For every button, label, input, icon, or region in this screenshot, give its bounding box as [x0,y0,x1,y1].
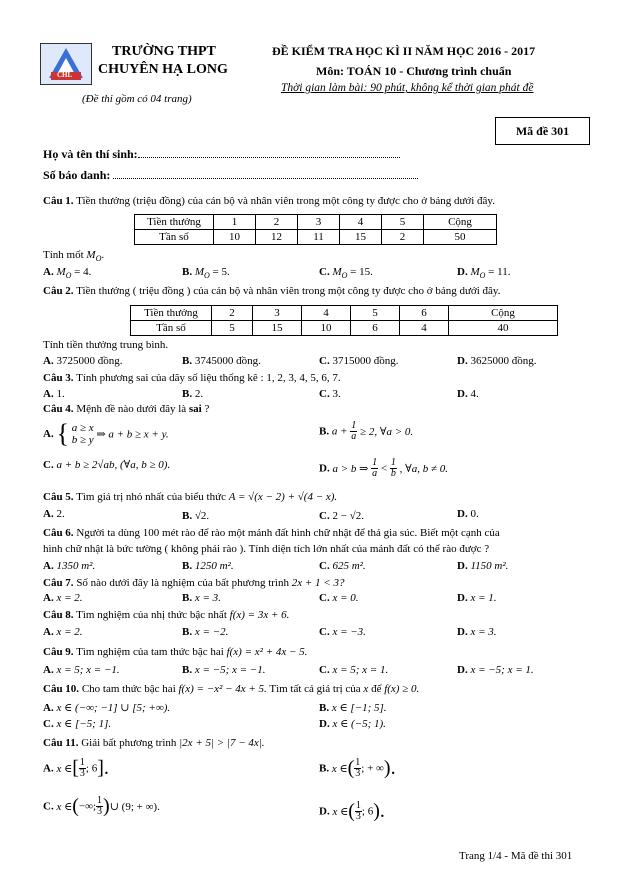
fraction-num: 1 [351,420,357,431]
option-letter: A. [43,762,54,775]
option-letter: A. [43,508,54,520]
fraction [79,758,86,779]
question-6-option-c[interactable] [319,560,366,572]
option-value: a + [331,425,348,438]
candidate-id-label: Số báo danh: [43,168,111,182]
question-9-label: Câu 9. [43,646,74,658]
option-value: = 5. [212,266,230,278]
question-10-text: Cho tam thức bậc hai [81,683,176,695]
option-letter: C. [319,626,330,638]
question-9-option-b[interactable] [182,664,265,676]
fraction-den: a [351,431,357,442]
option-value: ⇒ a + b ≥ x + y. [96,428,169,441]
system-line: a ≥ x [71,422,94,434]
option-value: < [380,462,388,475]
question-5-option-c[interactable] [319,510,364,522]
question-4-option-d[interactable] [319,458,448,479]
table-cell: Cộng [449,306,558,321]
table-cell: 2 [212,306,253,321]
table-cell: 6 [351,321,400,336]
table-row [135,215,497,230]
option-letter: B. [182,626,193,638]
question-7-option-c[interactable] [319,592,359,604]
question-10-option-c[interactable] [43,717,111,730]
table-cell: 3 [253,306,302,321]
question-4-text: Mệnh đề nào dưới đây là [76,403,187,415]
candidate-name-line [43,147,400,162]
option-value: √2. [194,510,210,522]
question-10-variable: x [363,683,369,695]
option-value: 2. [56,508,65,520]
option-letter: D. [319,718,330,730]
table-cell: 12 [256,230,298,245]
fraction-num: 1 [79,757,85,768]
option-letter: A. [43,388,54,400]
option-letter: A. [43,702,54,714]
option-letter: B. [182,510,193,522]
option-value: x = −5; x = 1. [470,664,534,676]
option-value: 4. [470,388,479,400]
question-11-option-c[interactable] [43,795,160,818]
option-letter: A. [43,626,54,638]
school-logo [40,43,92,85]
question-1-label: Câu 1. [43,195,74,207]
fraction-den: 3 [355,811,361,822]
option-value: 3725000 đồng. [56,355,123,367]
fraction-num: 1 [97,795,103,806]
option-letter: C. [319,266,330,278]
option-value: x ∈ [332,806,349,818]
table-cell: 11 [298,230,340,245]
fraction-num: 1 [372,457,378,468]
question-10 [43,683,419,695]
option-letter: D. [457,626,468,638]
school-name-line1: TRƯỜNG THPT [112,44,216,59]
school-name-line2: CHUYÊN HẠ LONG [98,62,228,77]
question-3-option-b[interactable] [182,388,203,400]
table-cell: 5 [382,215,424,230]
option-letter: C. [43,718,54,730]
table-cell: 6 [400,306,449,321]
option-letter: A. [43,560,54,572]
question-10-text2: Tìm tất cả giá trị của [269,683,361,695]
option-value: ; + ∞ [361,762,384,775]
option-letter: D. [457,355,468,367]
question-4-option-b[interactable] [319,421,413,442]
option-value: x = 5; x = 1. [332,664,389,676]
candidate-name-blank [138,147,400,158]
question-4-emphasis: sai [188,403,202,415]
question-7-expression: 2x + 1 < 3? [291,577,345,589]
table-row [135,230,497,245]
option-letter: C. [43,459,54,471]
question-5-option-a[interactable] [43,508,65,520]
question-2-table [130,305,558,336]
question-2-option-d[interactable] [457,355,536,367]
question-2-label: Câu 2. [43,285,74,297]
question-2-option-b[interactable] [182,355,261,367]
question-7 [43,577,344,589]
question-3-option-c[interactable] [319,388,341,400]
question-10-option-d[interactable] [319,717,386,730]
fraction-den: 3 [97,806,103,817]
question-1-option-d[interactable] [457,266,510,280]
option-value: x = 3. [194,592,221,604]
option-value: = 15. [350,266,373,278]
option-value: 2 − √2. [332,510,364,522]
option-value: x = 5; x = −1. [56,664,120,676]
table-cell: 15 [340,230,382,245]
option-value: 0. [470,508,479,520]
question-6-line2: hình chữ nhật là bức tường ( không phải rào ). Tính diện tích lớn nhất của mảnh đất có thể rào được ? [43,543,490,555]
question-4 [43,403,209,415]
question-1-text: Tiền thưởng (triệu đồng) của cán bộ và nhân viên trong một công ty được cho ở bảng dưới đây. [76,195,495,207]
option-value: x ∈ [56,801,73,813]
option-value: x = −5; x = −1. [194,664,266,676]
option-letter: B. [182,355,193,367]
table-cell: 4 [340,215,382,230]
option-value: x ∈ (−5; 1). [332,718,386,730]
fraction-num: 1 [390,457,396,468]
question-11-text: Giải bất phương trình [81,737,177,749]
question-1-table [134,214,497,245]
question-9-expression: f(x) = x² + 4x − 5. [226,646,308,658]
table-cell: Tiền thưởng [135,215,214,230]
logo-text: CHL [57,71,73,79]
question-4-option-a[interactable] [43,421,169,449]
question-1-ask-text: Tính mốt [43,249,84,261]
table-cell: 3 [298,215,340,230]
question-7-option-b[interactable] [182,592,221,604]
option-letter: A. [43,428,54,440]
table-cell: Tần số [135,230,214,245]
question-7-option-d[interactable] [457,592,497,604]
system-line: b ≥ y [71,434,94,446]
option-system [72,422,94,446]
table-cell: Tần số [131,321,212,336]
question-5-label: Câu 5. [43,491,74,503]
bracket-right: ]. [97,757,109,779]
option-letter: B. [319,702,330,714]
option-value: x ∈ [56,763,73,775]
question-8-text: Tìm nghiệm của nhị thức bậc nhất [76,609,227,621]
question-3-option-d[interactable] [457,388,479,400]
question-9-option-d[interactable] [457,664,534,676]
question-8-option-c[interactable] [319,626,366,638]
question-2-text: Tiền thưởng ( triệu đồng ) của cán bộ và nhân viên trong một công ty được cho ở bảng dưới đây. [76,285,501,297]
question-2-option-a[interactable] [43,355,122,367]
question-1-option-b[interactable] [182,266,230,280]
option-letter: C. [319,355,330,367]
option-letter: D. [457,592,468,604]
option-letter: B. [182,592,193,604]
option-value: 1350 m². [56,560,96,572]
fraction-den: 3 [79,768,85,779]
option-value: 1150 m². [470,560,509,572]
bracket-right: ). [383,757,396,779]
question-8-option-d[interactable] [457,626,497,638]
question-8-option-a[interactable] [43,626,83,638]
question-10-option-a[interactable] [43,701,170,714]
option-letter: A. [43,266,54,278]
question-11-label: Câu 11. [43,737,79,749]
option-value: ∪ (9; + ∞). [109,801,160,813]
option-value: x ∈ [331,763,348,775]
option-letter: D. [457,388,468,400]
question-2-ask: Tính tiền thưởng trung bình. [43,339,169,351]
option-sym: M [470,266,480,278]
option-value: 3. [332,388,341,400]
question-9 [43,646,307,658]
question-1 [43,195,495,207]
fraction-num: 1 [355,800,361,811]
fraction-den: a [372,468,378,479]
question-10-text3: để [371,683,382,695]
option-value: x ∈ [−5; 1]. [56,718,112,730]
table-row [131,321,558,336]
mode-symbol: M [86,249,96,261]
option-value: x = −3. [332,626,366,638]
option-sym: M [194,266,205,278]
bracket-left: ( [72,795,79,817]
option-value: x = −2. [194,626,229,638]
option-value: = 4. [74,266,92,278]
page-footer: Trang 1/4 - Mã đề thi 301 [459,850,573,862]
question-8-option-b[interactable] [182,626,228,638]
option-letter: B. [319,762,330,775]
question-3-data: 1, 2, 3, 4, 5, 6, 7. [266,372,341,384]
question-10-option-b[interactable] [319,701,387,714]
exam-subject: Môn: TOÁN 10 - Chương trình chuẩn [316,64,512,78]
question-2-option-c[interactable] [319,355,398,367]
table-cell: 15 [253,321,302,336]
table-cell: 2 [382,230,424,245]
table-row [131,306,558,321]
option-letter: C. [319,560,330,572]
option-letter: A. [43,664,54,676]
fraction [355,801,362,822]
table-cell: 4 [302,306,351,321]
option-value: 1250 m². [194,560,234,572]
fraction-den: 3 [355,768,361,779]
question-4-option-c[interactable] [43,458,170,471]
question-3 [43,372,341,384]
option-value: 3715000 đồng. [332,355,399,367]
table-cell: 10 [302,321,351,336]
option-value: x = 0. [332,592,359,604]
question-6-option-a[interactable] [43,560,95,572]
fraction [96,796,103,817]
question-11-option-a[interactable] [43,757,109,780]
option-value: 1. [56,388,65,400]
option-sub: O [341,271,348,281]
option-value: x = 2. [56,592,83,604]
option-value: = 11. [488,266,511,278]
question-4-tail: ? [204,403,210,415]
bracket-right: ) [103,795,110,817]
option-value: x = 3. [470,626,497,638]
bracket-right: ). [373,800,385,822]
option-letter: B. [182,664,193,676]
question-5-option-b[interactable] [182,510,209,522]
question-5-option-d[interactable] [457,508,479,520]
option-value: x ∈ (−∞; −1] ∪ [5; +∞). [56,702,171,714]
table-cell: 40 [449,321,558,336]
table-cell: 4 [400,321,449,336]
question-6-label: Câu 6. [43,527,74,539]
question-10-label: Câu 10. [43,683,80,695]
option-letter: A. [43,592,54,604]
option-value: , ∀a, b ≠ 0. [399,463,448,475]
question-8-label: Câu 8. [43,609,74,621]
table-cell: 5 [212,321,253,336]
question-1-ask: Tính mốt $M_O$. [43,249,105,264]
question-11-option-d[interactable] [319,800,385,823]
fraction [390,458,397,479]
question-9-option-a[interactable] [43,664,120,676]
candidate-id-line [43,168,418,183]
exam-time-note: Thời gian làm bài: 90 phút, không kể thời gian phát đề [281,82,534,94]
option-value: a > b ⇒ [332,463,369,475]
option-value: x ∈ [−1; 5]. [331,702,387,714]
option-letter: B. [319,425,330,438]
question-8 [43,609,289,621]
table-cell: Cộng [424,215,497,230]
bracket-left: [ [72,757,79,779]
question-5-expression: A = √(x − 2) + √(4 − x). [228,491,338,503]
question-3-text: Tính phương sai của dãy số liệu thống kê : [76,372,264,384]
question-9-text: Tìm nghiệm của tam thức bậc hai [76,646,224,658]
question-2 [43,285,500,297]
option-value: 3745000 đồng. [194,355,261,367]
question-7-label: Câu 7. [43,577,74,589]
option-sym: M [332,266,342,278]
pages-note: (Đề thi gồm có 04 trang) [82,93,192,105]
option-letter: A. [43,355,54,367]
option-letter: D. [457,664,468,676]
question-11-expression: |2x + 5| > |7 − 4x|. [179,737,265,749]
candidate-id-blank [113,168,418,179]
question-4-label: Câu 4. [43,403,74,415]
option-letter: B. [182,266,193,278]
option-sub: O [479,271,486,281]
table-cell: 5 [351,306,400,321]
question-5-text: Tìm giá trị nhỏ nhất của biểu thức [76,491,226,503]
option-letter: D. [457,508,468,520]
question-1-option-a[interactable] [43,266,91,280]
question-6-option-d[interactable] [457,560,508,572]
option-letter: B. [182,388,193,400]
option-letter: D. [457,266,468,278]
table-cell: Tiền thưởng [131,306,212,321]
question-6-text: Người ta dùng 100 mét rào để rào một mảnh đất hình chữ nhật để thả gia súc. Biết một cạnh của [76,527,500,539]
option-sub: O [65,271,72,281]
option-letter: C. [319,592,330,604]
option-value: x = 2. [56,626,83,638]
option-sym: M [56,266,66,278]
question-8-expression: f(x) = 3x + 6. [229,609,290,621]
option-value: 3625000 đồng. [470,355,537,367]
table-cell: 1 [214,215,256,230]
question-9-option-c[interactable] [319,664,388,676]
option-letter: D. [319,462,330,475]
question-3-option-a[interactable] [43,388,65,400]
option-letter: B. [182,560,193,572]
fraction-den: b [390,468,396,479]
question-5 [43,491,337,503]
table-cell: 2 [256,215,298,230]
option-value: ; 6 [85,762,98,775]
fraction [371,458,378,479]
question-6-option-b[interactable] [182,560,234,572]
table-cell: 50 [424,230,497,245]
option-letter: C. [319,388,330,400]
option-letter: D. [457,560,468,572]
option-value: x = 1. [470,592,497,604]
option-letter: C. [319,664,330,676]
option-value: −∞; [78,800,97,813]
mode-subscript: O [95,254,102,264]
question-10-condition: f(x) ≥ 0. [384,683,420,695]
brace-icon: { [56,419,69,448]
option-letter: D. [319,805,330,818]
option-value: a + b ≥ 2√ab, (∀a, b ≥ 0). [56,459,171,471]
option-letter: C. [319,510,330,522]
fraction-num: 1 [355,757,361,768]
question-6 [43,527,500,539]
question-7-option-a[interactable] [43,592,83,604]
candidate-name-label: Họ và tên thí sinh: [43,147,138,161]
option-value: 2. [194,388,204,400]
option-sub: O [204,271,210,281]
question-7-text: Số nào dưới đây là nghiệm của bất phương trình [76,577,289,589]
question-1-option-c[interactable] [319,266,373,280]
table-cell: 10 [214,230,256,245]
option-value: ; 6 [361,805,374,818]
option-value: 625 m². [332,560,366,572]
question-3-label: Câu 3. [43,372,74,384]
option-value: ≥ 2, ∀a > 0. [360,426,414,438]
exam-title: ĐỀ KIỂM TRA HỌC KÌ II NĂM HỌC 2016 - 2017 [272,44,536,58]
option-letter: C. [43,800,54,813]
exam-code-box: Mã đề 301 [495,117,590,145]
fraction [350,421,357,442]
question-11-option-b[interactable] [319,757,396,780]
bracket-left: ( [347,757,355,779]
question-11 [43,737,265,749]
question-10-expression: f(x) = −x² − 4x + 5. [178,683,267,695]
bracket-left: ( [348,800,355,822]
